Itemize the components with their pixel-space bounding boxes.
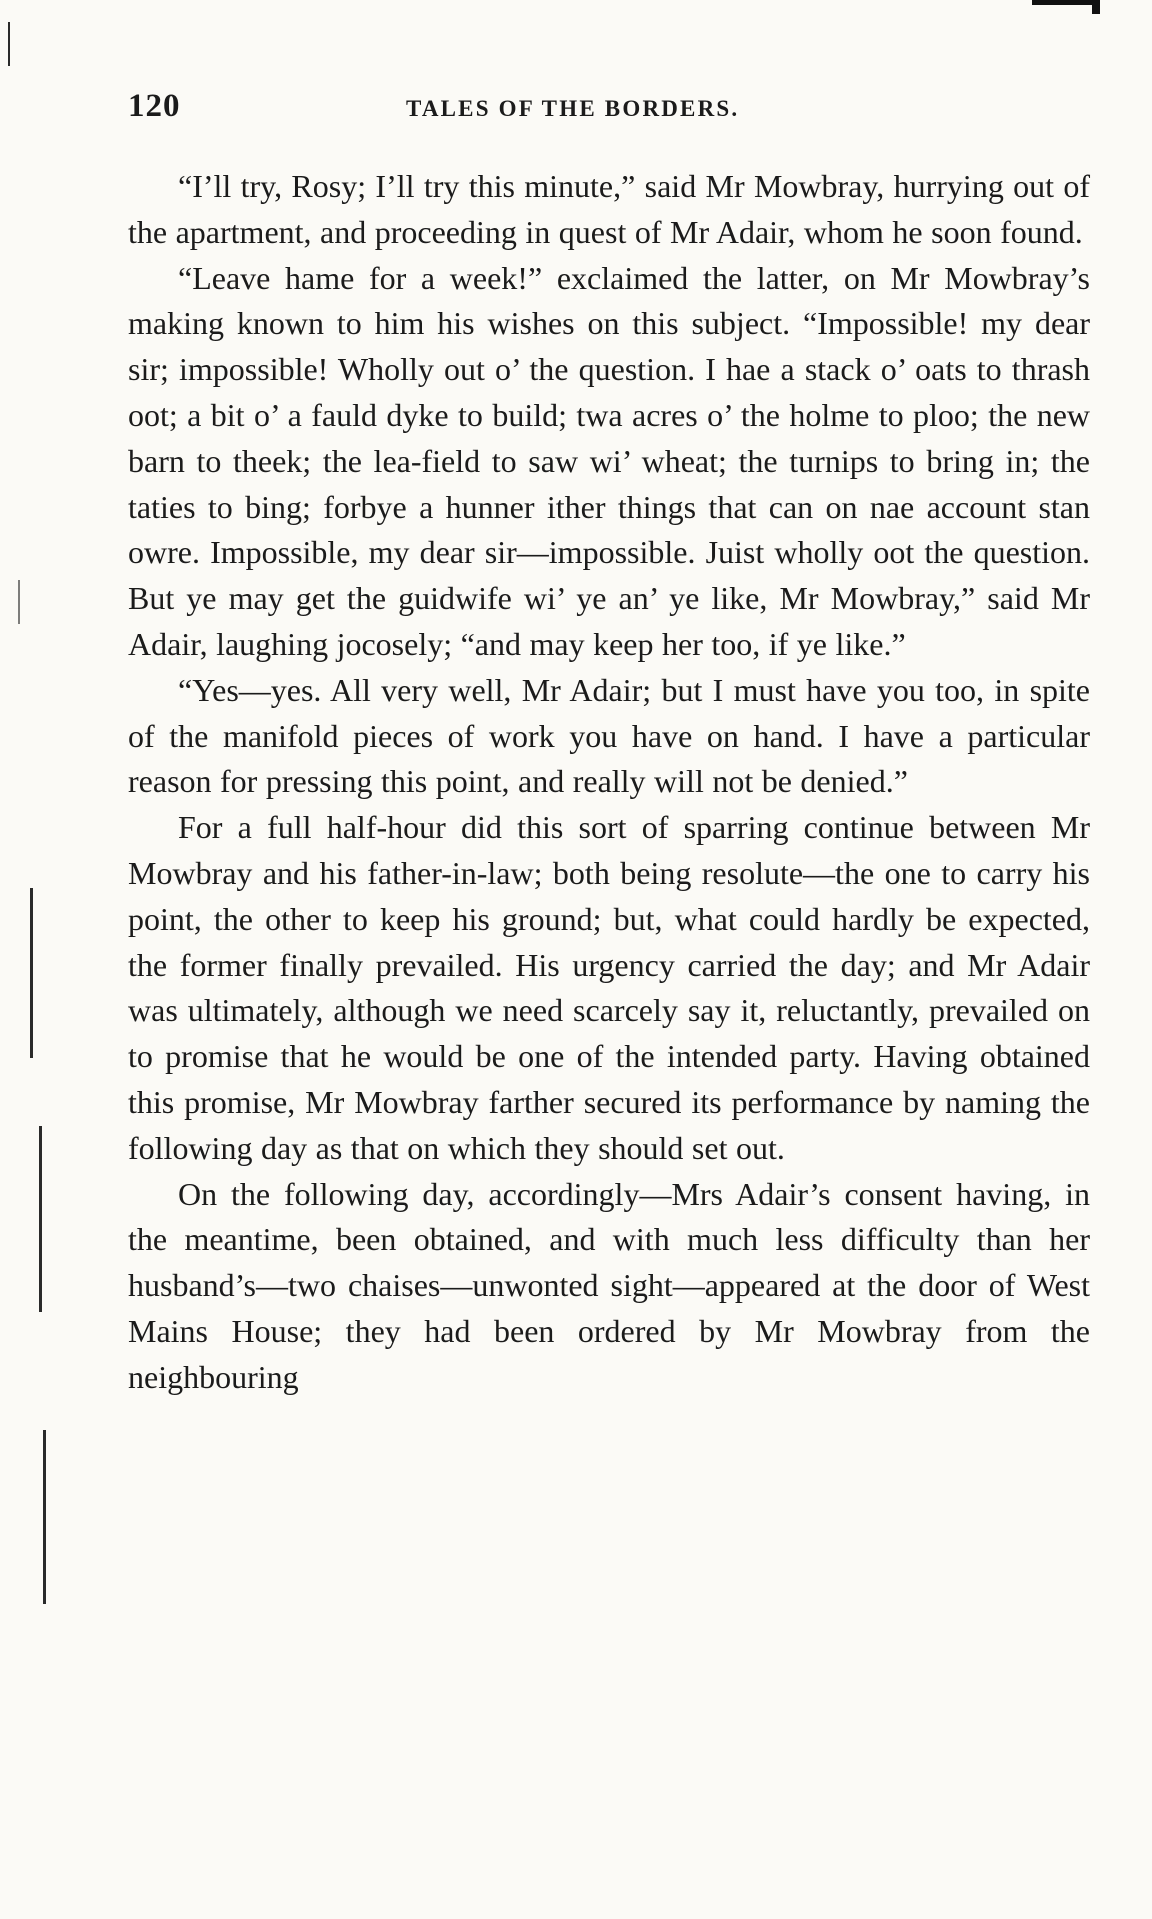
paragraph: “Leave hame for a week!” exclaimed the latter, on Mr Mowbray’s making known to him his wishes on this subject. “Impossible! my dear sir; impossible! Wholly out o’ the question. I hae a stack o’ oats to thrash oot; a bit o’ a fauld dyke to build; twa acres o’ the holme to ploo; the new barn to theek; the lea-field to saw wi’ wheat; the turnips to bring in; the taties to bing; forbye a hunner ither things that can on nae account stan owre. Impossible, my dear sir—impossible. Juist wholly oot the question. But ye may get the guidwife wi’ ye an’ ye like, Mr Mowbray,” said Mr Adair, laughing jocosely; “and may keep her too, if ye like.”: [128, 259, 1090, 662]
paragraph: On the following day, accordingly—Mrs Adair’s consent having, in the meantime, been obtained, and with much less difficulty than her husband’s—two chaises—unwonted sight—appeared at the door of West Mains House; they had been ordered by Mr Mowbray from the neighbouring: [128, 1175, 1090, 1395]
paragraph: “Yes—yes. All very well, Mr Adair; but I must have you too, in spite of the manifold pieces of work you have on hand. I have a particular reason for pressing this point, and really will not be denied.”: [128, 671, 1090, 800]
paragraph: “I’ll try, Rosy; I’ll try this minute,” said Mr Mowbray, hurrying out of the apartment, and proceeding in quest of Mr Adair, whom he soon found.: [128, 168, 1090, 250]
page-header: [128, 88, 1090, 132]
page-number: 120: [128, 88, 181, 124]
scan-edge-mark: [30, 888, 33, 1058]
paragraph: For a full half-hour did this sort of sparring continue between Mr Mowbray and his father-in-law; both being resolute—the one to carry his point, the other to keep his ground; but, what could hardly be expected, the former finally prevailed. His urgency carried the day; and Mr Adair was ultimately, although we need scarcely say it, reluctantly, prevailed on to promise that he would be one of the intended party. Having obtained this promise, Mr Mowbray farther secured its performance by naming the following day as that on which they should set out.: [128, 809, 1090, 1166]
scan-edge-mark: [39, 1126, 42, 1312]
running-title: TALES OF THE BORDERS.: [406, 96, 740, 121]
page-corner-rule: [1032, 0, 1100, 5]
scan-edge-mark: [43, 1430, 46, 1604]
body-text: [128, 164, 1090, 1401]
scan-edge-mark: [18, 580, 20, 624]
scan-edge-mark: [8, 22, 10, 66]
